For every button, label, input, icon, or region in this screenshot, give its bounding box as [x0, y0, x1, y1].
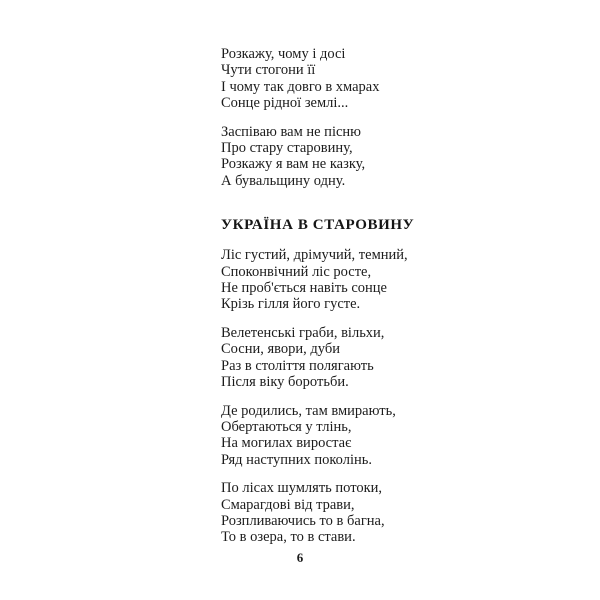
- poem-line: Про стару старовину,: [221, 140, 353, 157]
- poem-line: Ряд наступних поколінь.: [221, 451, 373, 468]
- poem-line: А бувальщину одну.: [221, 172, 346, 189]
- poem-line: Смарагдові від трави,: [221, 496, 355, 513]
- stanza-1: [221, 46, 461, 112]
- poem-line: Після віку боротьби.: [221, 374, 349, 391]
- stanza-2: [221, 124, 461, 190]
- stanza-3: [221, 247, 461, 313]
- poem-line: Розпливаючись то в багна,: [221, 512, 385, 529]
- section-heading: УКРАЇНА В СТАРОВИНУ: [221, 217, 415, 234]
- poem-content: [221, 46, 461, 558]
- poem-line: Крізь гілля його густе.: [221, 296, 361, 313]
- poem-line: Розкажу я вам не казку,: [221, 156, 366, 173]
- poem-line: Обертаються у тлінь,: [221, 418, 352, 435]
- poem-line: Сонце рідної землі...: [221, 95, 349, 112]
- poem-line: Де родились, там вмирають,: [221, 402, 396, 419]
- poem-line: Заспіваю вам не пісню: [221, 123, 362, 140]
- poem-line: По лісах шумлять потоки,: [221, 480, 383, 497]
- poem-line: Раз в століття полягають: [221, 357, 374, 374]
- poem-line: Чути стогони її: [221, 62, 316, 79]
- poem-line: Сосни, явори, дуби: [221, 341, 340, 358]
- stanza-5: [221, 403, 461, 469]
- poem-line: Споконвічний ліс росте,: [221, 263, 372, 280]
- page-number: 6: [296, 550, 304, 565]
- poem-line: Ліс густий, дрімучий, темний,: [221, 247, 408, 264]
- poem-line: Не проб'ється навіть сонце: [221, 280, 387, 297]
- poem-line: Розкажу, чому і досі: [221, 46, 346, 62]
- poem-line: Велетенські граби, вільхи,: [221, 324, 385, 341]
- poem-line: На могилах виростає: [221, 435, 352, 452]
- stanza-4: [221, 325, 461, 391]
- poem-line: То в озера, то в стави.: [221, 529, 356, 546]
- stanza-6: [221, 480, 461, 546]
- poem-line: І чому так довго в хмарах: [221, 78, 380, 95]
